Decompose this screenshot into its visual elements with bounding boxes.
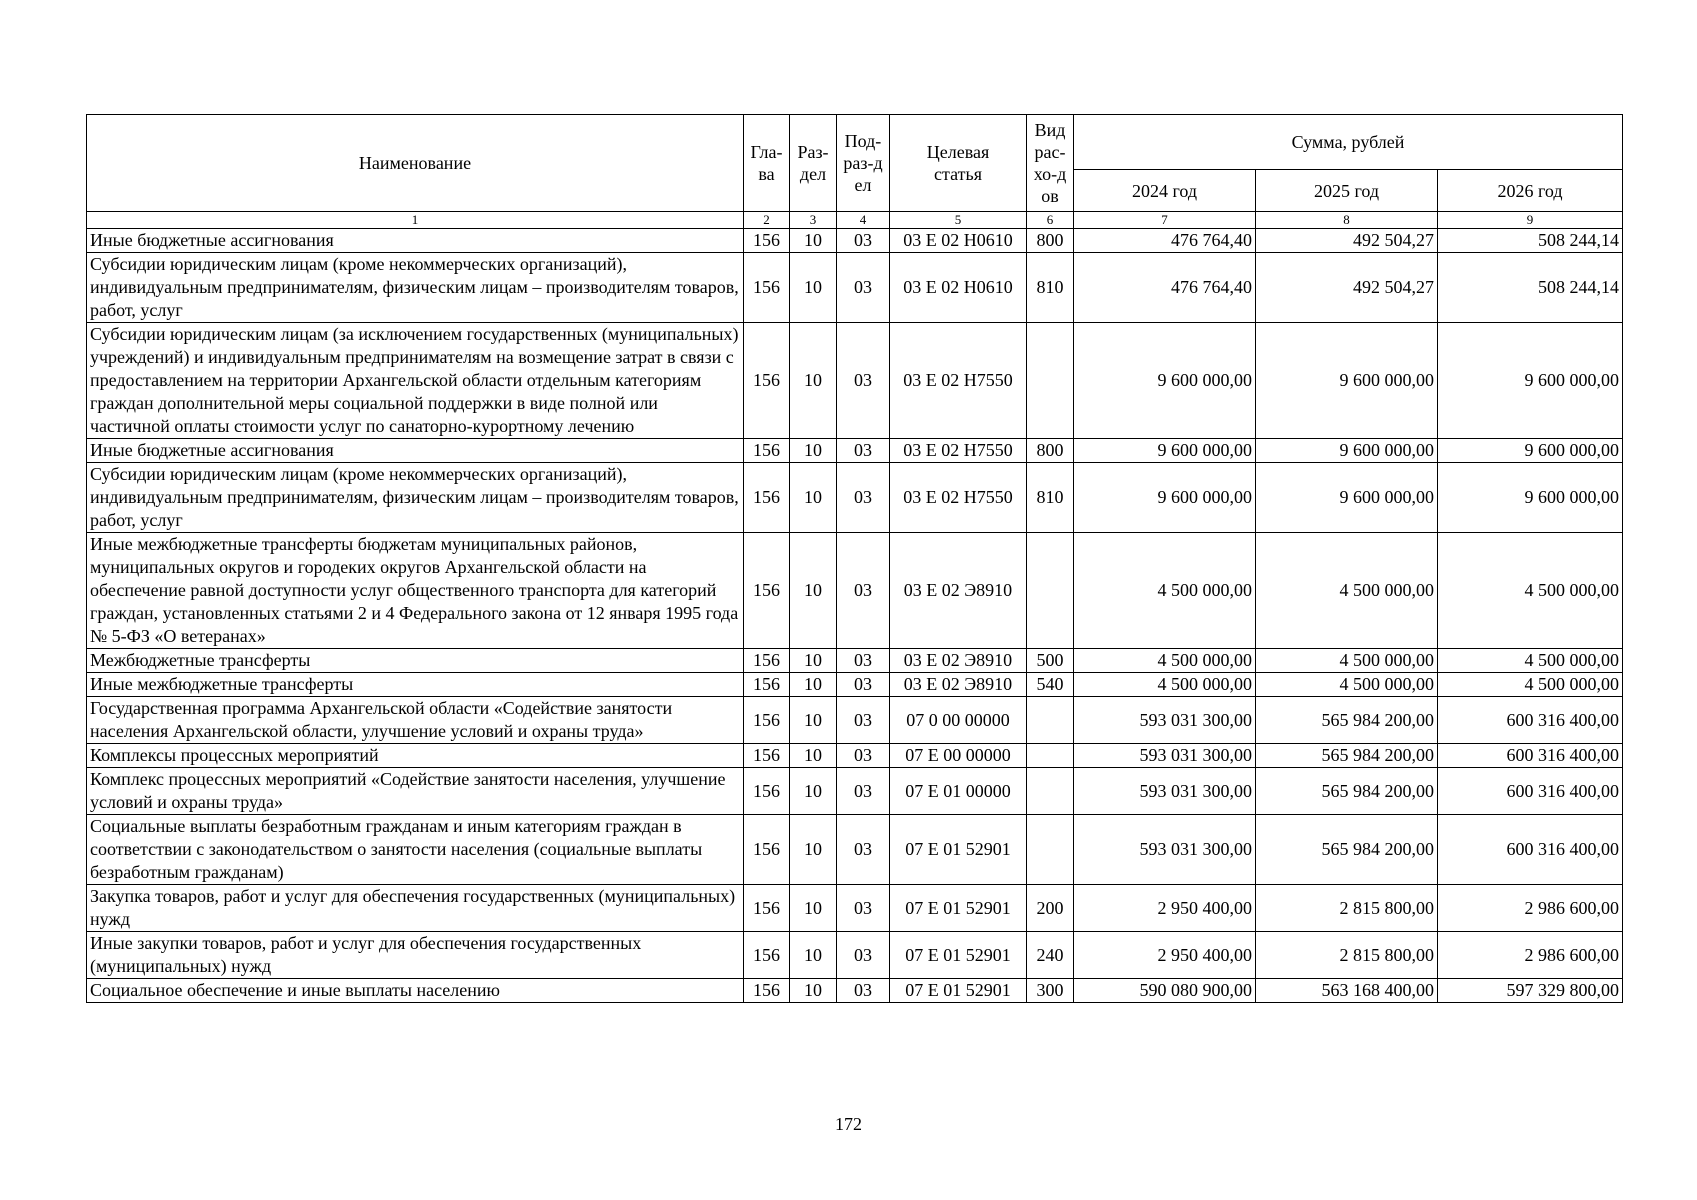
row-sum-2026-cell: 600 316 400,00 — [1438, 815, 1623, 885]
row-expense-type-cell — [1027, 815, 1074, 885]
table-header — [87, 115, 1623, 229]
row-name-cell: Субсидии юридическим лицам (кроме некоммерческих организаций), индивидуальным предпринимателям, физическим лицам – производителям товаров, работ, услуг — [87, 253, 744, 323]
row-expense-type-cell: 800 — [1027, 439, 1074, 463]
row-sum-2024-cell: 593 031 300,00 — [1074, 768, 1256, 815]
column-number: 7 — [1074, 212, 1256, 229]
column-number: 2 — [744, 212, 790, 229]
row-sum-2025-cell: 9 600 000,00 — [1256, 323, 1438, 439]
row-expense-type-cell: 540 — [1027, 673, 1074, 697]
header-subsection: Под-раз-дел — [837, 115, 890, 212]
row-sum-2026-cell: 4 500 000,00 — [1438, 649, 1623, 673]
budget-table — [86, 114, 1623, 1003]
row-chapter-cell: 156 — [744, 533, 790, 649]
row-chapter-cell: 156 — [744, 323, 790, 439]
row-sum-2024-cell: 593 031 300,00 — [1074, 815, 1256, 885]
column-number: 3 — [790, 212, 837, 229]
row-name-cell: Иные бюджетные ассигнования — [87, 439, 744, 463]
row-sum-2024-cell: 590 080 900,00 — [1074, 979, 1256, 1003]
table-row — [87, 649, 1623, 673]
row-expense-type-cell — [1027, 533, 1074, 649]
column-number: 6 — [1027, 212, 1074, 229]
row-sum-2025-cell: 4 500 000,00 — [1256, 673, 1438, 697]
row-target-article-cell: 03 Е 02 Н7550 — [890, 323, 1027, 439]
row-chapter-cell: 156 — [744, 979, 790, 1003]
row-chapter-cell: 156 — [744, 463, 790, 533]
row-subsection-cell: 03 — [837, 229, 890, 253]
row-sum-2025-cell: 9 600 000,00 — [1256, 463, 1438, 533]
row-subsection-cell: 03 — [837, 885, 890, 932]
row-name-cell: Иные бюджетные ассигнования — [87, 229, 744, 253]
row-chapter-cell: 156 — [744, 439, 790, 463]
row-sum-2026-cell: 597 329 800,00 — [1438, 979, 1623, 1003]
table-row — [87, 323, 1623, 439]
table-row — [87, 533, 1623, 649]
row-target-article-cell: 03 Е 02 Н7550 — [890, 463, 1027, 533]
table-row — [87, 673, 1623, 697]
row-sum-2025-cell: 563 168 400,00 — [1256, 979, 1438, 1003]
table-row — [87, 439, 1623, 463]
row-section-cell: 10 — [790, 697, 837, 744]
row-sum-2025-cell: 492 504,27 — [1256, 253, 1438, 323]
row-section-cell: 10 — [790, 323, 837, 439]
row-section-cell: 10 — [790, 463, 837, 533]
row-name-cell: Государственная программа Архангельской области «Содействие занятости населения Архангельской области, улучшение условий и охраны труда» — [87, 697, 744, 744]
table-body — [87, 229, 1623, 1003]
row-target-article-cell: 07 Е 01 00000 — [890, 768, 1027, 815]
row-name-cell: Комплексы процессных мероприятий — [87, 744, 744, 768]
column-number: 1 — [87, 212, 744, 229]
row-section-cell: 10 — [790, 229, 837, 253]
row-expense-type-cell: 200 — [1027, 885, 1074, 932]
row-sum-2024-cell: 2 950 400,00 — [1074, 885, 1256, 932]
header-sum-group: Сумма, рублей — [1074, 115, 1623, 170]
row-subsection-cell: 03 — [837, 649, 890, 673]
header-year-2025: 2025 год — [1256, 170, 1438, 212]
page-number: 172 — [835, 1114, 862, 1134]
row-chapter-cell: 156 — [744, 744, 790, 768]
header-section: Раз-дел — [790, 115, 837, 212]
row-subsection-cell: 03 — [837, 744, 890, 768]
row-sum-2024-cell: 9 600 000,00 — [1074, 323, 1256, 439]
row-expense-type-cell: 800 — [1027, 229, 1074, 253]
header-name: Наименование — [87, 115, 744, 212]
row-subsection-cell: 03 — [837, 673, 890, 697]
row-target-article-cell: 07 Е 01 52901 — [890, 885, 1027, 932]
row-subsection-cell: 03 — [837, 979, 890, 1003]
row-sum-2026-cell: 4 500 000,00 — [1438, 533, 1623, 649]
row-name-cell: Иные закупки товаров, работ и услуг для обеспечения государственных (муниципальных) нужд — [87, 932, 744, 979]
row-sum-2024-cell: 9 600 000,00 — [1074, 463, 1256, 533]
row-section-cell: 10 — [790, 815, 837, 885]
row-target-article-cell: 07 0 00 00000 — [890, 697, 1027, 744]
table-row — [87, 697, 1623, 744]
row-target-article-cell: 03 Е 02 Н7550 — [890, 439, 1027, 463]
row-chapter-cell: 156 — [744, 697, 790, 744]
row-target-article-cell: 07 Е 00 00000 — [890, 744, 1027, 768]
row-sum-2024-cell: 4 500 000,00 — [1074, 649, 1256, 673]
row-subsection-cell: 03 — [837, 815, 890, 885]
row-sum-2025-cell: 9 600 000,00 — [1256, 439, 1438, 463]
row-chapter-cell: 156 — [744, 673, 790, 697]
row-expense-type-cell: 500 — [1027, 649, 1074, 673]
header-year-2024: 2024 год — [1074, 170, 1256, 212]
row-expense-type-cell: 300 — [1027, 979, 1074, 1003]
row-chapter-cell: 156 — [744, 768, 790, 815]
table-row — [87, 979, 1623, 1003]
row-target-article-cell: 07 Е 01 52901 — [890, 932, 1027, 979]
row-sum-2025-cell: 565 984 200,00 — [1256, 815, 1438, 885]
row-sum-2025-cell: 565 984 200,00 — [1256, 744, 1438, 768]
row-sum-2026-cell: 600 316 400,00 — [1438, 768, 1623, 815]
table-row — [87, 768, 1623, 815]
row-chapter-cell: 156 — [744, 885, 790, 932]
row-expense-type-cell: 240 — [1027, 932, 1074, 979]
column-number-row — [87, 212, 1623, 229]
row-sum-2025-cell: 4 500 000,00 — [1256, 533, 1438, 649]
row-expense-type-cell: 810 — [1027, 253, 1074, 323]
column-number: 5 — [890, 212, 1027, 229]
row-sum-2025-cell: 2 815 800,00 — [1256, 932, 1438, 979]
row-target-article-cell: 03 Е 02 Н0610 — [890, 229, 1027, 253]
table-row — [87, 885, 1623, 932]
header-year-2026: 2026 год — [1438, 170, 1623, 212]
row-target-article-cell: 03 Е 02 Н0610 — [890, 253, 1027, 323]
row-sum-2024-cell: 476 764,40 — [1074, 229, 1256, 253]
row-section-cell: 10 — [790, 649, 837, 673]
table-row — [87, 932, 1623, 979]
row-section-cell: 10 — [790, 744, 837, 768]
row-sum-2024-cell: 593 031 300,00 — [1074, 697, 1256, 744]
row-name-cell: Социальное обеспечение и иные выплаты населению — [87, 979, 744, 1003]
row-subsection-cell: 03 — [837, 533, 890, 649]
row-name-cell: Межбюджетные трансферты — [87, 649, 744, 673]
row-subsection-cell: 03 — [837, 439, 890, 463]
row-sum-2025-cell: 2 815 800,00 — [1256, 885, 1438, 932]
row-section-cell: 10 — [790, 932, 837, 979]
row-target-article-cell: 03 Е 02 Э8910 — [890, 649, 1027, 673]
row-sum-2026-cell: 2 986 600,00 — [1438, 885, 1623, 932]
row-sum-2026-cell: 9 600 000,00 — [1438, 463, 1623, 533]
row-sum-2026-cell: 9 600 000,00 — [1438, 439, 1623, 463]
row-section-cell: 10 — [790, 439, 837, 463]
row-sum-2024-cell: 4 500 000,00 — [1074, 533, 1256, 649]
table-row — [87, 744, 1623, 768]
row-subsection-cell: 03 — [837, 253, 890, 323]
row-section-cell: 10 — [790, 979, 837, 1003]
budget-table-container — [86, 114, 1622, 1003]
row-subsection-cell: 03 — [837, 932, 890, 979]
row-section-cell: 10 — [790, 885, 837, 932]
row-sum-2024-cell: 2 950 400,00 — [1074, 932, 1256, 979]
column-number: 4 — [837, 212, 890, 229]
row-target-article-cell: 03 Е 02 Э8910 — [890, 673, 1027, 697]
row-sum-2026-cell: 508 244,14 — [1438, 229, 1623, 253]
row-sum-2026-cell: 4 500 000,00 — [1438, 673, 1623, 697]
row-name-cell: Социальные выплаты безработным гражданам и иным категориям граждан в соответствии с законодательством о занятости населения (социальные выплаты безработным гражданам) — [87, 815, 744, 885]
row-subsection-cell: 03 — [837, 323, 890, 439]
row-sum-2025-cell: 565 984 200,00 — [1256, 697, 1438, 744]
row-name-cell: Иные межбюджетные трансферты — [87, 673, 744, 697]
row-chapter-cell: 156 — [744, 253, 790, 323]
row-target-article-cell: 07 Е 01 52901 — [890, 815, 1027, 885]
row-chapter-cell: 156 — [744, 815, 790, 885]
row-section-cell: 10 — [790, 768, 837, 815]
row-expense-type-cell — [1027, 744, 1074, 768]
row-sum-2024-cell: 9 600 000,00 — [1074, 439, 1256, 463]
row-name-cell: Комплекс процессных мероприятий «Содействие занятости населения, улучшение условий и охраны труда» — [87, 768, 744, 815]
row-sum-2026-cell: 600 316 400,00 — [1438, 697, 1623, 744]
row-subsection-cell: 03 — [837, 768, 890, 815]
row-name-cell: Закупка товаров, работ и услуг для обеспечения государственных (муниципальных) нужд — [87, 885, 744, 932]
row-section-cell: 10 — [790, 673, 837, 697]
row-target-article-cell: 07 Е 01 52901 — [890, 979, 1027, 1003]
row-sum-2025-cell: 4 500 000,00 — [1256, 649, 1438, 673]
row-sum-2024-cell: 476 764,40 — [1074, 253, 1256, 323]
row-subsection-cell: 03 — [837, 463, 890, 533]
row-chapter-cell: 156 — [744, 649, 790, 673]
column-number: 8 — [1256, 212, 1438, 229]
row-section-cell: 10 — [790, 253, 837, 323]
table-row — [87, 463, 1623, 533]
row-section-cell: 10 — [790, 533, 837, 649]
row-name-cell: Субсидии юридическим лицам (кроме некоммерческих организаций), индивидуальным предпринимателям, физическим лицам – производителям товаров, работ, услуг — [87, 463, 744, 533]
row-sum-2026-cell: 2 986 600,00 — [1438, 932, 1623, 979]
row-sum-2026-cell: 9 600 000,00 — [1438, 323, 1623, 439]
row-sum-2025-cell: 565 984 200,00 — [1256, 768, 1438, 815]
row-chapter-cell: 156 — [744, 932, 790, 979]
header-target-article: Целевая статья — [890, 115, 1027, 212]
header-chapter: Гла-ва — [744, 115, 790, 212]
row-name-cell: Субсидии юридическим лицам (за исключением государственных (муниципальных) учреждений) и индивидуальным предпринимателям на возмещение затрат в связи с предоставлением на территории Архангельской области отдельным категориям граждан дополнительной меры социальной поддержки в виде полной или частичной оплаты стоимости услуг по санаторно-курортному лечению — [87, 323, 744, 439]
row-expense-type-cell: 810 — [1027, 463, 1074, 533]
row-expense-type-cell — [1027, 323, 1074, 439]
header-expense-type: Вид рас-хо-дов — [1027, 115, 1074, 212]
row-chapter-cell: 156 — [744, 229, 790, 253]
table-row — [87, 253, 1623, 323]
row-target-article-cell: 03 Е 02 Э8910 — [890, 533, 1027, 649]
row-sum-2025-cell: 492 504,27 — [1256, 229, 1438, 253]
row-subsection-cell: 03 — [837, 697, 890, 744]
table-row — [87, 229, 1623, 253]
row-expense-type-cell — [1027, 697, 1074, 744]
row-expense-type-cell — [1027, 768, 1074, 815]
row-sum-2026-cell: 508 244,14 — [1438, 253, 1623, 323]
table-row — [87, 815, 1623, 885]
row-sum-2026-cell: 600 316 400,00 — [1438, 744, 1623, 768]
row-sum-2024-cell: 593 031 300,00 — [1074, 744, 1256, 768]
column-number: 9 — [1438, 212, 1623, 229]
row-name-cell: Иные межбюджетные трансферты бюджетам муниципальных районов, муниципальных округов и городеких округов Архангельской области на обеспечение равной доступности услуг общественного транспорта для категорий граждан, установленных статьями 2 и 4 Федерального закона от 12 января 1995 года № 5-ФЗ «О ветеранах» — [87, 533, 744, 649]
row-sum-2024-cell: 4 500 000,00 — [1074, 673, 1256, 697]
